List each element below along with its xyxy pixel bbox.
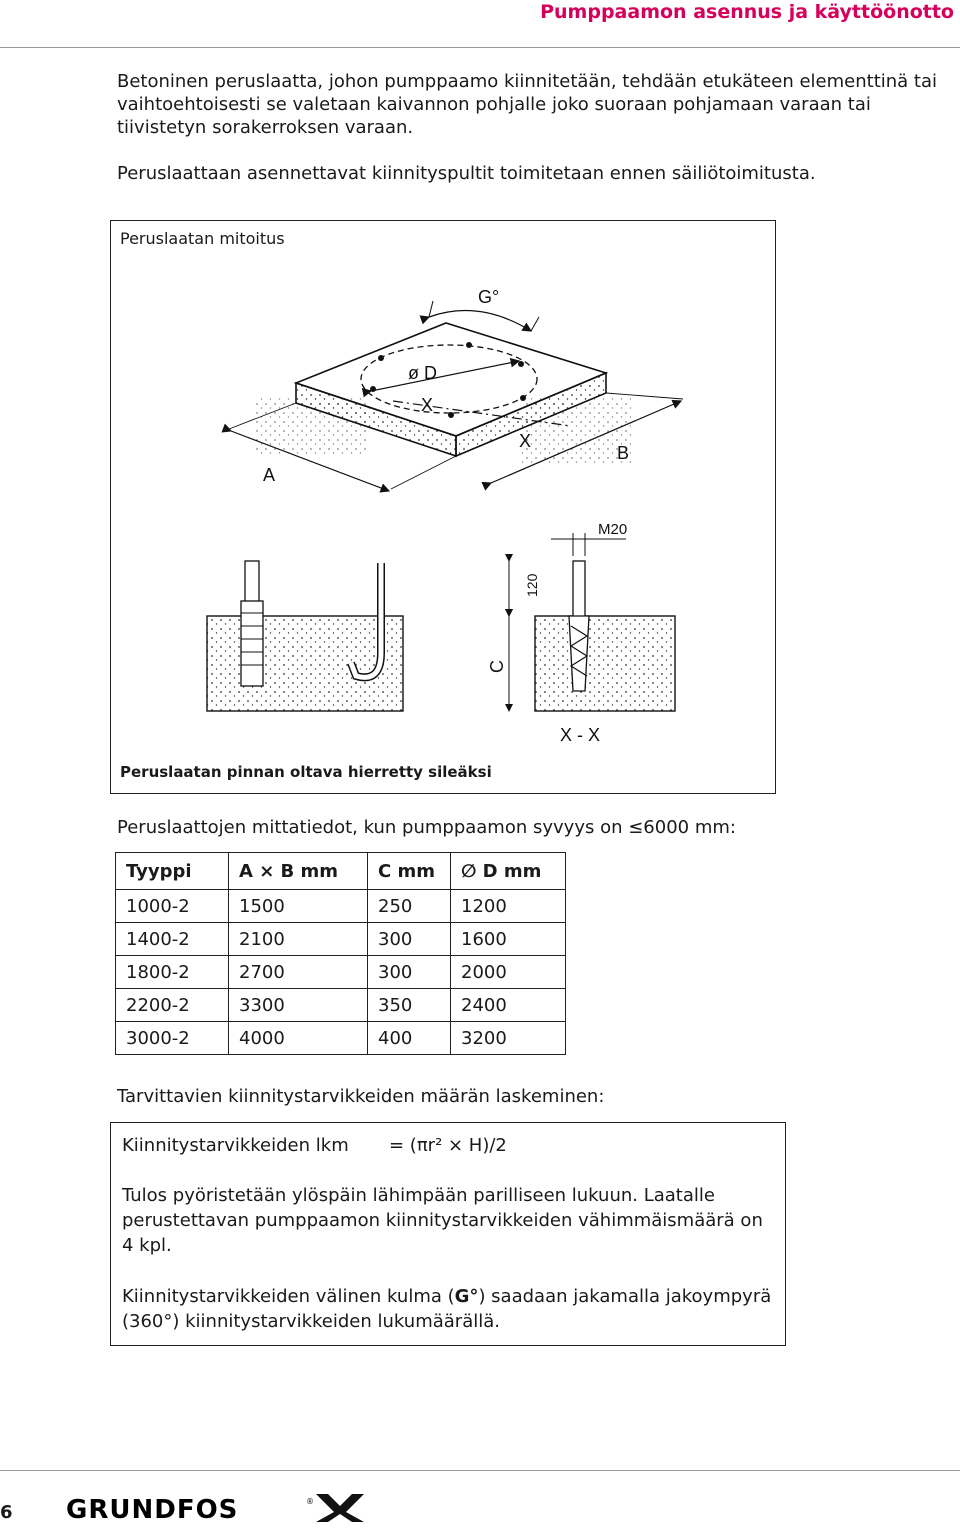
footer-divider: [0, 1470, 960, 1471]
intro-text: [117, 70, 937, 185]
calc-box: [110, 1122, 786, 1346]
concrete-block-right: [535, 616, 675, 711]
dim-c-label: C: [487, 660, 507, 673]
slab-dimensions-table: [115, 852, 566, 1055]
figure-caption: Peruslaatan mitoitus: [120, 229, 285, 248]
calc-p2-bold: G°: [454, 1286, 479, 1307]
logo-registered-mark: ®: [306, 1497, 314, 1506]
table-row: [116, 1022, 566, 1055]
cell-ab: 2100: [229, 923, 368, 956]
concrete-block-left: [207, 616, 403, 711]
angle-g-leader-2: [531, 317, 539, 331]
calc-paragraph-2: [122, 1284, 772, 1334]
intro-paragraph-1: Betoninen peruslaatta, johon pumppaamo kiinnitetään, tehdään etukäteen elementtinä tai vaihtoehtoisesti se valetaan kaivannon pohjalle joko suoraan pohjamaan varaan tai tiivistetyn sorakerroksen varaan.: [117, 71, 938, 138]
logo-wordmark: GRUNDFOS: [66, 1495, 239, 1524]
cell-c: 300: [368, 956, 451, 989]
formula: = (πr² × H)/2: [389, 1135, 507, 1156]
table-row: [116, 989, 566, 1022]
table-row: [116, 923, 566, 956]
expansion-anchor-1: [241, 561, 263, 686]
header-c: C mm: [368, 853, 451, 890]
calc-heading: Tarvittavien kiinnitystarvikkeiden määrän laskeminen:: [117, 1086, 605, 1107]
header-d: ∅ D mm: [451, 853, 566, 890]
figure-note: Peruslaatan pinnan oltava hierretty sileäksi: [120, 763, 492, 781]
ground-speckle-right: [521, 396, 631, 466]
cell-type: 1800-2: [116, 956, 229, 989]
dimension-b-label: B: [617, 443, 630, 463]
cell-c: 250: [368, 890, 451, 923]
m20-label: M20: [598, 521, 628, 538]
cell-c: 400: [368, 1022, 451, 1055]
dim-120-label: 120: [524, 573, 540, 597]
cell-d: 2000: [451, 956, 566, 989]
table-heading: Peruslaattojen mittatiedot, kun pumppaamon syvyys on ≤6000 mm:: [117, 817, 736, 838]
grundfos-logo-graphic: [66, 1490, 366, 1524]
grundfos-logo: [66, 1490, 366, 1528]
section-mark-x-1: X: [421, 395, 434, 415]
section-view-label: X - X: [560, 725, 601, 745]
table-header-row: [116, 853, 566, 890]
logo-symbol: [316, 1494, 364, 1522]
section-mark-x-2: X: [519, 431, 532, 451]
header-divider: [0, 47, 960, 48]
cell-type: 3000-2: [116, 1022, 229, 1055]
calc-p2-after: ) saadaan jakamalla jakoympyrä (360°) kiinnitystarvikkeiden lukumäärällä.: [122, 1286, 772, 1332]
header-type: Tyyppi: [116, 853, 229, 890]
cell-c: 300: [368, 923, 451, 956]
cell-type: 2200-2: [116, 989, 229, 1022]
angle-g-label: G°: [478, 287, 500, 307]
table-row: [116, 890, 566, 923]
cell-ab: 4000: [229, 1022, 368, 1055]
calc-p2-before: Kiinnitystarvikkeiden välinen kulma (: [122, 1286, 455, 1307]
cell-c: 350: [368, 989, 451, 1022]
cell-ab: 2700: [229, 956, 368, 989]
dimension-a-label: A: [263, 465, 276, 485]
table-row: [116, 956, 566, 989]
cell-d: 2400: [451, 989, 566, 1022]
calc-paragraph-1: Tulos pyöristetään ylöspäin lähimpään parilliseen lukuun. Laatalle perustettavan pumppaamon kiinnitystarvikkeiden vähimmäismäärä on 4 kpl.: [122, 1185, 763, 1256]
chemical-anchor: [569, 561, 589, 691]
cell-ab: 1500: [229, 890, 368, 923]
dimension-a-ext-2: [391, 456, 456, 489]
cell-d: 1600: [451, 923, 566, 956]
angle-g-leader-1: [429, 301, 433, 317]
cell-d: 3200: [451, 1022, 566, 1055]
page-number: 6: [0, 1502, 13, 1523]
slab-diagram: [111, 221, 775, 793]
cell-ab: 3300: [229, 989, 368, 1022]
cell-d: 1200: [451, 890, 566, 923]
slab-dimension-figure: [110, 220, 776, 794]
header-ab: A × B mm: [229, 853, 368, 890]
cell-type: 1000-2: [116, 890, 229, 923]
cell-type: 1400-2: [116, 923, 229, 956]
page-header-title: Pumppaamon asennus ja käyttöönotto: [540, 1, 954, 23]
intro-paragraph-2: Peruslaattaan asennettavat kiinnityspultit toimitetaan ennen säiliötoimitusta.: [117, 163, 816, 184]
diameter-label: ø D: [408, 363, 437, 383]
formula-label: Kiinnitystarvikkeiden lkm: [122, 1135, 349, 1156]
